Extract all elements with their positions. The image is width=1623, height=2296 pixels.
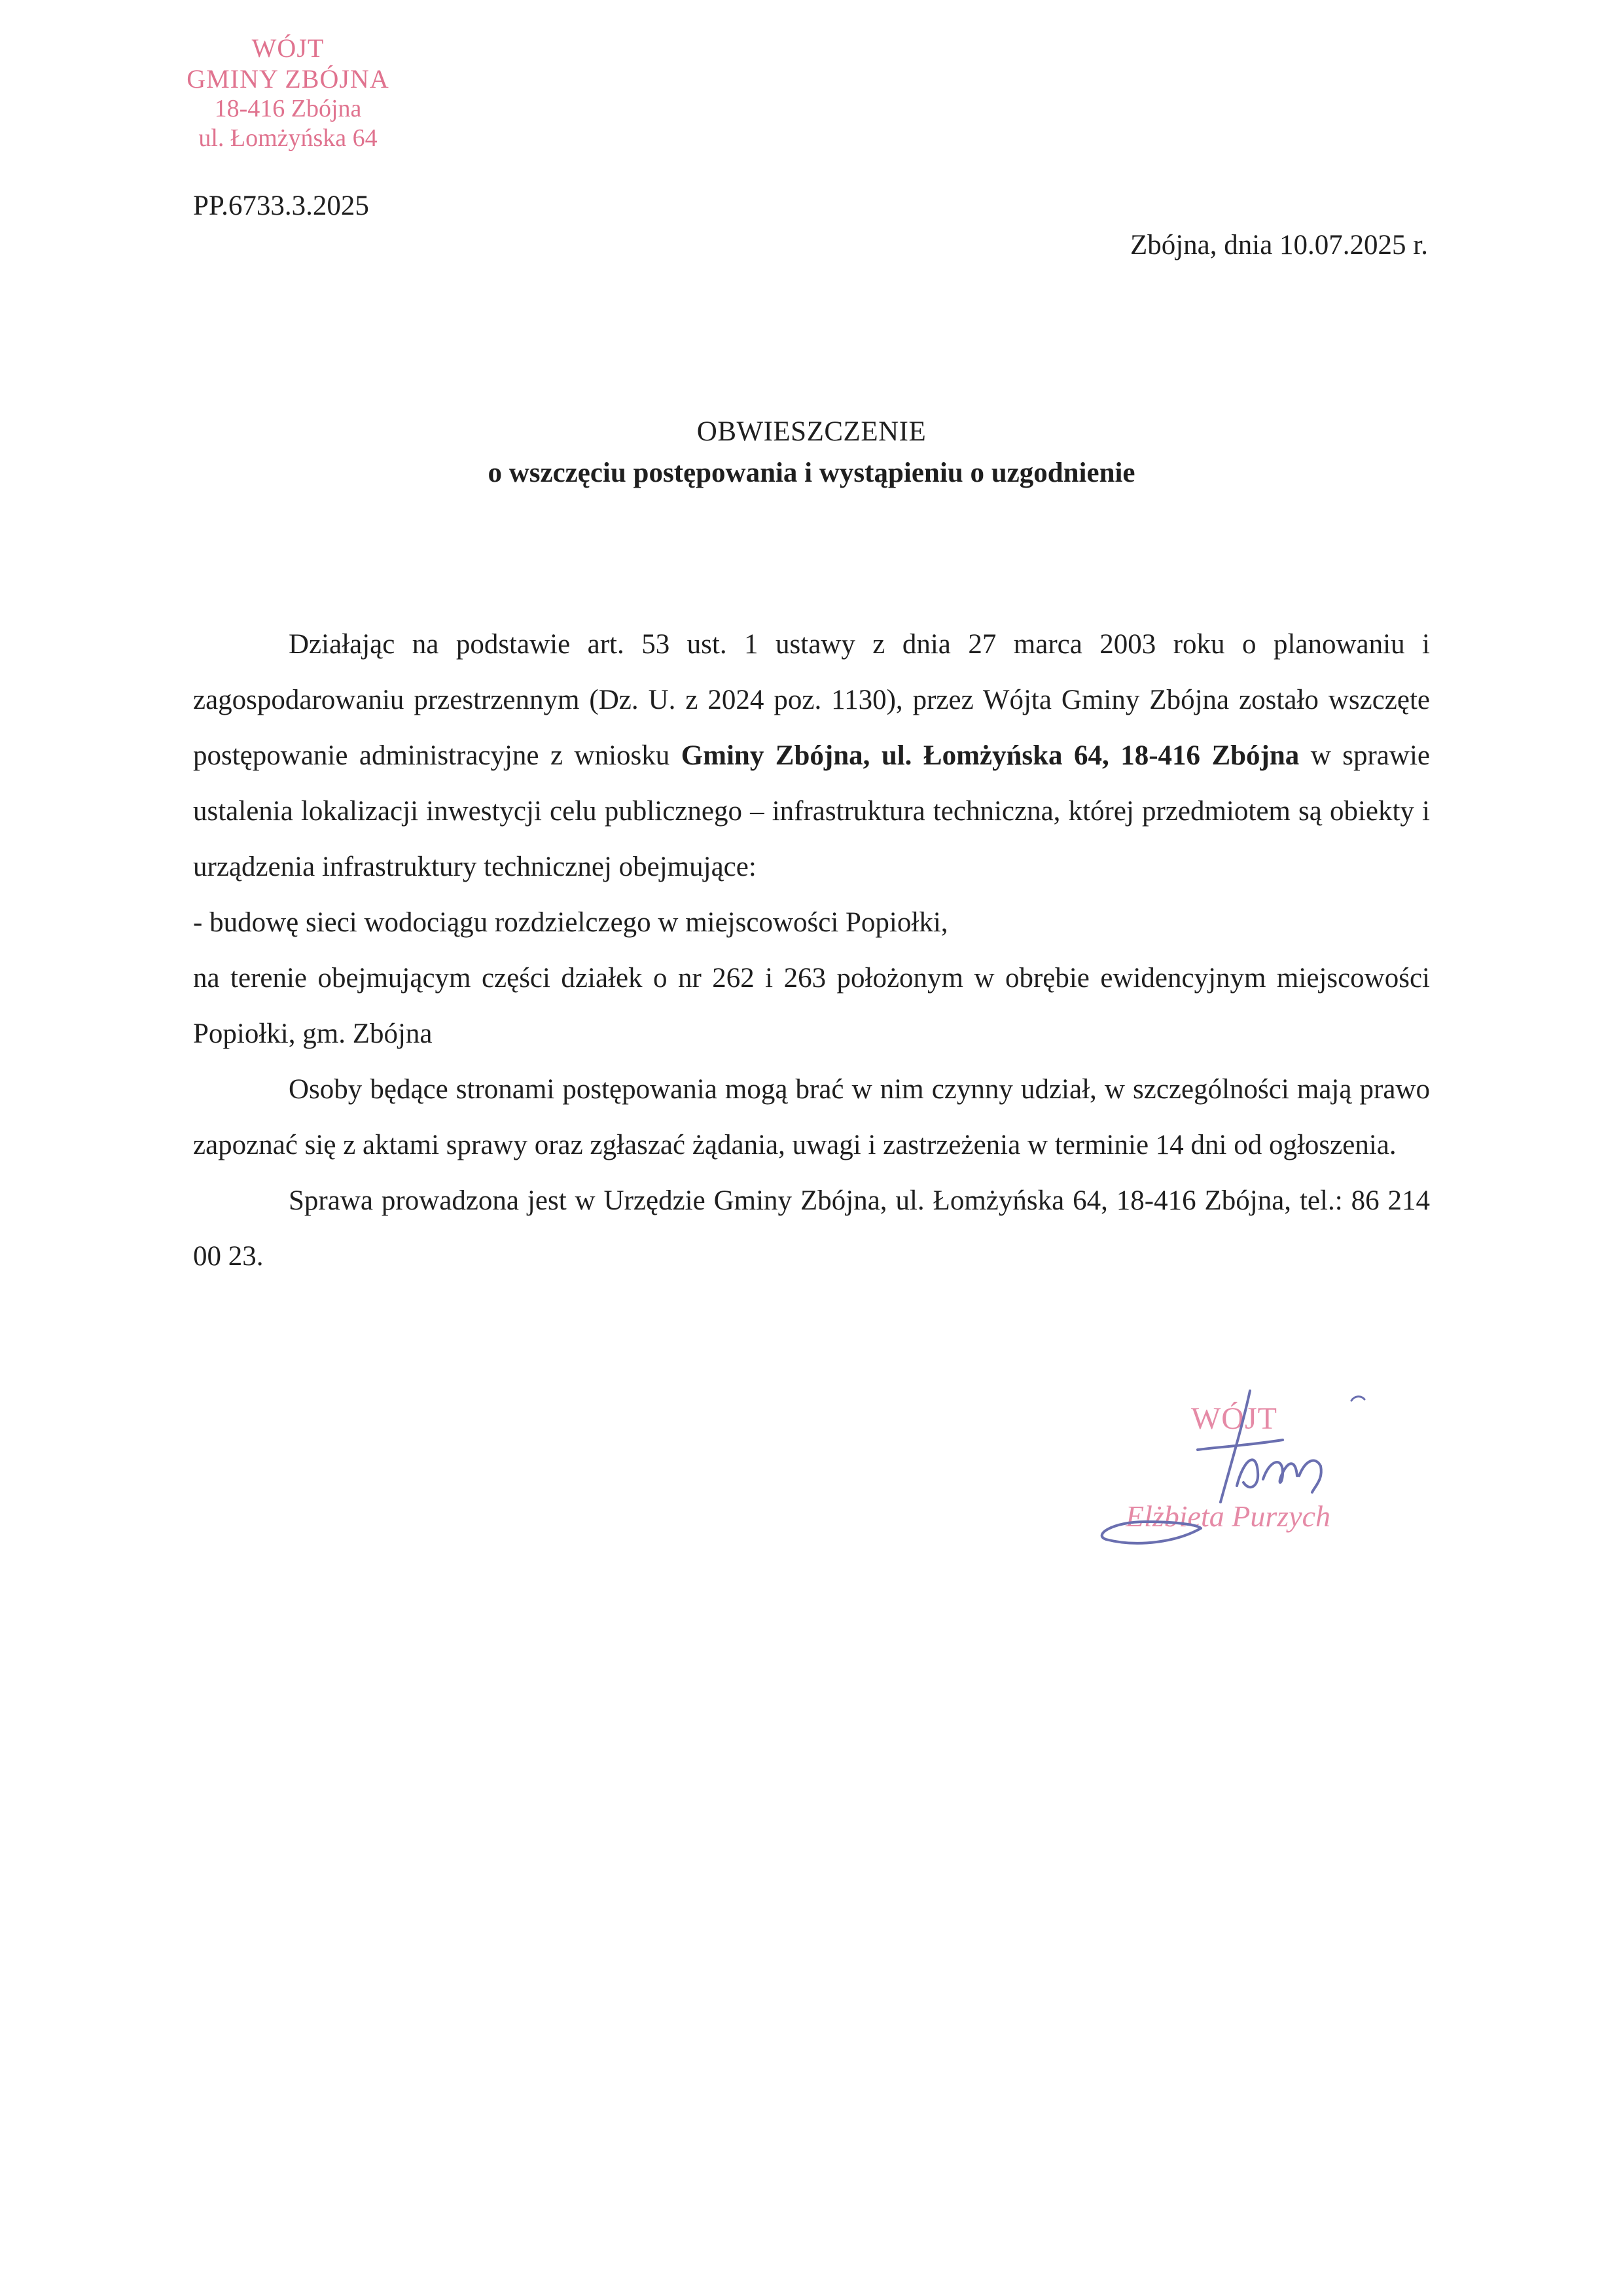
- paragraph-2: - budowę sieci wodociągu rozdzielczego w miejscowości Popiołki,: [193, 907, 948, 938]
- title-subtitle: o wszczęciu postępowania i wystąpieniu o uzgodnienie: [488, 457, 1135, 488]
- document-title: [0, 416, 1623, 489]
- stamp-line-3: 18-416 Zbójna: [214, 95, 362, 123]
- paragraph-1: [193, 617, 1430, 895]
- signature-stamp-role: WÓJT: [1191, 1401, 1277, 1436]
- reference-number: PP.6733.3.2025: [193, 190, 369, 221]
- paragraph-4: Osoby będące stronami postępowania mogą brać w nim czynny udział, w szczególności mają prawo zapoznać się z aktami sprawy oraz zgłaszać żądania, uwagi i zastrzeżenia w terminie 14 dni od ogłoszenia.: [193, 1074, 1430, 1160]
- office-stamp: [164, 33, 412, 153]
- paragraph-1-applicant: Gminy Zbójna, ul. Łomżyńska 64, 18-416 Zbójna: [681, 740, 1300, 771]
- document-date: Zbójna, dnia 10.07.2025 r.: [1130, 230, 1428, 260]
- handwritten-signature: [1086, 1388, 1400, 1558]
- signature-stamp-name: Elżbieta Purzych: [1126, 1499, 1330, 1533]
- paragraph-5: Sprawa prowadzona jest w Urzędzie Gminy Zbójna, ul. Łomżyńska 64, 18-416 Zbójna, tel.: 86 214 00 23.: [193, 1185, 1430, 1272]
- document-body: [193, 617, 1430, 1284]
- title-main: OBWIESZCZENIE: [696, 416, 927, 447]
- stamp-line-4: ul. Łomżyńska 64: [198, 124, 378, 152]
- stamp-line-2: GMINY ZBÓJNA: [187, 64, 389, 94]
- signature-block: [1086, 1388, 1400, 1558]
- paragraph-1-text-b: w sprawie ustalenia lokalizacji inwestycji celu publicznego – infrastruktura techniczna, której przedmiotem są obiekty i urządzenia infrastruktury technicznej obejmujące:: [193, 740, 1430, 882]
- stamp-line-1: WÓJT: [251, 33, 325, 63]
- paragraph-1-text-a: Działając na podstawie art. 53 ust. 1 ustawy z dnia 27 marca 2003 roku o planowaniu i zagospodarowaniu przestrzennym (Dz. U. z 2024 poz. 1130), przez Wójta Gminy Zbójna zostało wszczęte postępowanie administracyjne z wniosku: [193, 629, 1430, 771]
- paragraph-3: na terenie obejmującym części działek o nr 262 i 263 położonym w obrębie ewidencyjnym miejscowości Popiołki, gm. Zbójna: [193, 963, 1430, 1049]
